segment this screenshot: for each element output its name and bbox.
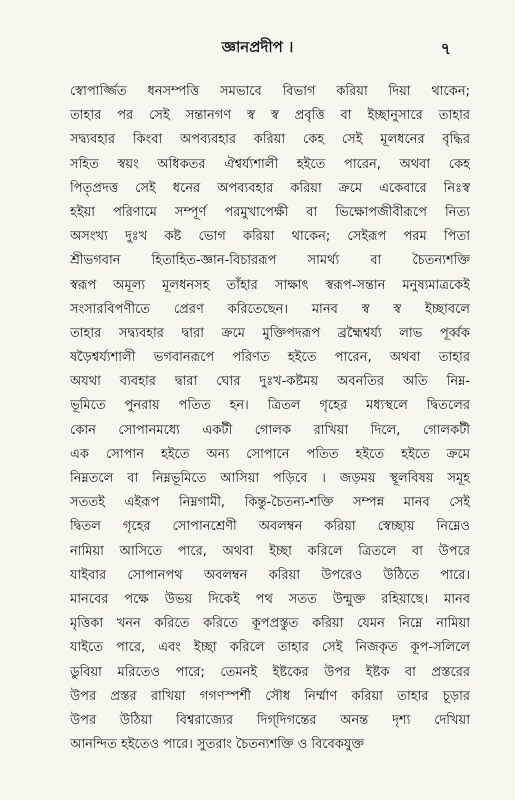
- text-line: এক সোপান হইতে অন্য সোপানে পতিত হইতে হইতে ক্রমে: [70, 446, 470, 462]
- text-line: স্বরূপ অমূল্য মূলধনসহ তাঁহার সাক্ষাৎ স্বরূপ-সন্তান মনুষ্যমাত্রকেই: [70, 277, 470, 293]
- text-line: তাহার পর সেই সন্তানগণ স্ব স্ব প্রবৃত্তি বা ইচ্ছানুসারে তাহার: [70, 108, 470, 124]
- text-line: অযথা ব্যবহার দ্বারা ঘোর দুঃখ-কষ্টময় অবনতির অতি নিম্ন-: [70, 374, 470, 390]
- text-line: সহিত স্বয়ং অধিকতর ঐশ্বর্য্যশালী হইতে পারেন, অথবা কেহ: [70, 156, 470, 172]
- text-line: পিতৃপ্রদত্ত সেই ধনের অপব্যবহার করিয়া ক্রমে একেবারে নিঃস্ব: [70, 180, 470, 196]
- text-line: হইয়া পরিণামে সম্পূর্ণ পরমুখাপেক্ষী বা ভিক্ষোপজীবীরূপে নিত্য: [70, 204, 470, 220]
- text-line: কোন সোপানমধ্যে একটী গোলক রাখিয়া দিলে, গোলকটী: [70, 422, 470, 438]
- text-line: ষড়ৈশ্বর্য্যশালী ভগবানরূপে পরিণত হইতে পারেন, অথবা তাহার: [70, 350, 470, 366]
- text-line: মৃত্তিকা খনন করিতে করিতে কূপপ্রস্তুত করিয়া যেমন নিম্নে নামিয়া: [70, 616, 470, 632]
- text-line: অসংখ্য দুঃখ কষ্ট ভোগ করিয়া থাকেন; সেইরূপ পরম পিতা: [70, 229, 470, 245]
- text-line: মানবের পক্ষে উভয় দিকেই পথ সতত উন্মুক্ত রহিয়াছে। মানব: [70, 591, 470, 607]
- text-line: ভূমিতে পুনরায় পতিত হন। ত্রিতল গৃহের মধ্যস্থলে দ্বিতলের: [70, 398, 470, 414]
- text-line: স্বোপার্জ্জিত ধনসম্পত্তি সমভাবে বিভাগ করিয়া দিয়া থাকেন;: [70, 84, 470, 99]
- running-header: [0, 34, 515, 62]
- text-line: উপর প্রস্তর রাখিয়া গগণস্পর্শী সৌধ নির্ম্মাণ করিয়া তাহার চূড়ার: [70, 688, 470, 704]
- text-line: সংসারবিপণীতে প্রেরণ করিতেছেন। মানব স্ব স্ব ইচ্ছাবলে: [70, 301, 470, 317]
- text-line: নিম্নতলে বা নিম্নভূমিতে আসিয়া পড়িবে । জড়ময় স্থূলবিষয় সমূহ: [70, 471, 470, 486]
- text-line: যাইতে পারে, এবং ইচ্ছা করিলে তাহার সেই নিজকৃত কূপ-সলিলে: [70, 640, 470, 656]
- text-line: উপর উঠিয়া বিশ্বরাজ্যের দিগ্‌দিগন্তের অনন্ত দৃশ্য দেখিয়া: [70, 712, 470, 728]
- text-line: দ্বিতল গৃহের সোপানশ্রেণী অবলম্বন করিয়া স্বেচ্ছায় নিম্নেও: [70, 519, 470, 535]
- text-line: সততই এইরূপ নিম্নগামী, কিন্তু-চৈতন্য-শক্তি সম্পন্ন মানব সেই: [70, 495, 470, 511]
- text-line: যাইবার সোপানপথ অবলম্বন করিয়া উপরেও উঠিতে পারে।: [70, 567, 470, 583]
- header-title: জ্ঞানপ্রদীপ ।: [221, 38, 294, 56]
- page-number: ৭: [440, 39, 451, 58]
- text-line: তাহার সদ্ব্যবহার দ্বারা ক্রমে মুক্তিপদরূপ ব্রহ্মৈশ্বর্য্য লাভ পূর্ব্বক: [70, 325, 470, 341]
- text-line: ডুবিয়া মরিতেও পারে; তেমনই ইষ্টকের উপর ইষ্টক বা প্রস্তরের: [70, 664, 470, 680]
- text-line: শ্রীভগবান হিতাহিত-জ্ঞান-বিচাররূপ সামর্থ্য বা চৈতন্যশক্তি: [70, 253, 470, 269]
- text-line: নামিয়া আসিতে পারে, অথবা ইচ্ছা করিলে ত্রিতলে বা উপরে: [70, 543, 470, 559]
- text-line: আনন্দিত হইতেও পারে। সুতরাং চৈতন্যশক্তি ও বিবেকযুক্ত: [70, 737, 365, 753]
- text-line: সদ্ব্যবহার কিংবা অপব্যবহার করিয়া কেহ সেই মূলধনের বৃদ্ধির: [70, 132, 470, 148]
- body-text: [70, 80, 470, 757]
